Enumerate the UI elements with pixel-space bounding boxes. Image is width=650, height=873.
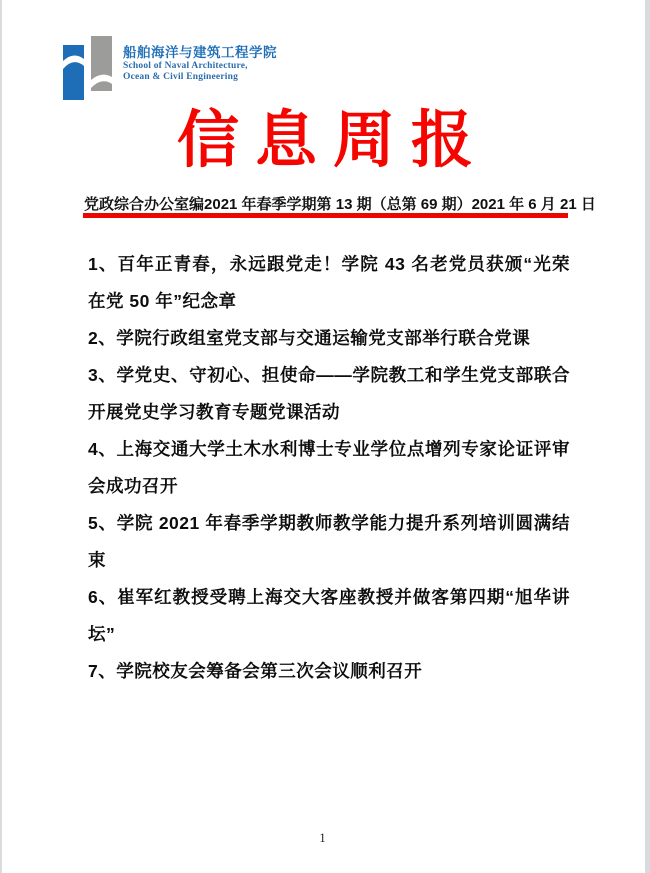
school-logo bbox=[63, 36, 277, 100]
school-name-block bbox=[123, 36, 277, 83]
school-name-en-line2: Ocean & Civil Engineering bbox=[123, 72, 239, 82]
contents-item-4: 4、上海交通大学土木水利博士专业学位点增列专家论证评审会成功召开 bbox=[88, 439, 570, 496]
publication-issue: 2021 年春季学期第 13 期（总第 69 期） bbox=[204, 196, 472, 213]
newsletter-title: 信息周报 bbox=[176, 107, 489, 175]
publication-editor: 党政综合办公室编 bbox=[84, 196, 205, 213]
page-footer bbox=[0, 829, 645, 847]
contents-item-6: 6、崔军红教授受聘上海交大客座教授并做客第四期“旭华讲坛” bbox=[88, 587, 570, 644]
contents-item-3: 3、学党史、守初心、担使命——学院教工和学生党支部联合开展党史学习教育专题党课活动 bbox=[88, 365, 570, 422]
contents-item-2: 2、学院行政组室党支部与交通运输党支部举行联合党课 bbox=[88, 328, 531, 348]
contents-item-1: 1、百年正青春，永远跟党走！学院 43 名老党员获颁“光荣在党 50 年”纪念章 bbox=[88, 254, 570, 311]
contents-list bbox=[88, 246, 570, 690]
publication-date: 2021 年 6 月 21 日 bbox=[471, 196, 596, 213]
contents-item-7: 7、学院校友会筹备会第三次会议顺利召开 bbox=[88, 661, 423, 681]
contents-item-5: 5、学院 2021 年春季学期教师教学能力提升系列培训圆满结束 bbox=[88, 513, 570, 570]
red-divider-rule bbox=[83, 213, 568, 218]
publication-line bbox=[84, 193, 596, 214]
page-number: 1 bbox=[319, 831, 326, 845]
school-name-en-line1: School of Naval Architecture, bbox=[123, 61, 248, 71]
school-logo-icon bbox=[63, 36, 113, 100]
school-name-cn: 船舶海洋与建筑工程学院 bbox=[123, 45, 277, 60]
